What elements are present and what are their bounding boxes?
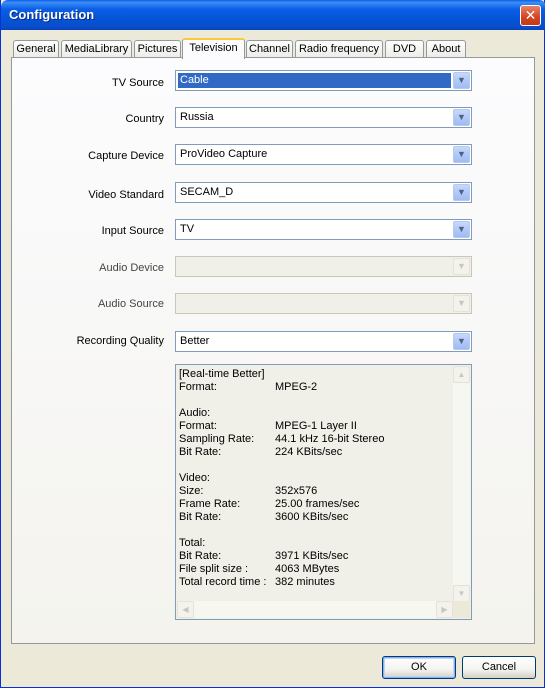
title-bar[interactable] <box>1 0 545 30</box>
audio-device-value <box>178 259 182 274</box>
info-key: Total record time : <box>179 576 267 588</box>
video-standard-label: Video Standard <box>88 189 164 201</box>
quality-info-textarea[interactable] <box>175 364 472 620</box>
info-value: 382 minutes <box>275 576 335 588</box>
video-standard-select[interactable] <box>175 182 472 203</box>
info-key: Frame Rate: <box>179 498 241 510</box>
tab-dvd[interactable]: DVD <box>385 40 424 58</box>
scroll-down-icon[interactable]: ▼ <box>453 585 470 602</box>
capture-device-value: ProVideo Capture <box>180 148 268 160</box>
window-title: Configuration <box>9 7 95 22</box>
chevron-down-icon[interactable]: ▼ <box>453 72 470 89</box>
info-key: Format: <box>179 420 217 432</box>
tab-television[interactable]: Television <box>182 38 245 59</box>
scroll-right-icon[interactable]: ▶ <box>436 601 453 618</box>
scrollbar-corner <box>453 601 470 618</box>
info-section-total: Total: <box>179 537 206 549</box>
chevron-down-icon[interactable]: ▼ <box>453 109 470 126</box>
chevron-down-icon[interactable]: ▼ <box>453 221 470 238</box>
recording-quality-select[interactable] <box>175 331 472 352</box>
info-value: MPEG-1 Layer II <box>275 420 357 432</box>
info-value: 44.1 kHz 16-bit Stereo <box>275 433 385 445</box>
info-header: [Real-time Better] <box>179 368 265 380</box>
chevron-down-icon: ▼ <box>453 295 470 312</box>
info-value: 224 KBits/sec <box>275 446 343 458</box>
info-key: Sampling Rate: <box>179 433 255 445</box>
tab-medialibrary[interactable]: MediaLibrary <box>61 40 132 58</box>
chevron-down-icon: ▼ <box>453 258 470 275</box>
info-value: 25.00 frames/sec <box>275 498 360 510</box>
info-key: File split size : <box>179 563 249 575</box>
tab-about[interactable]: About <box>426 40 466 58</box>
info-key: Bit Rate: <box>179 550 222 562</box>
tab-pictures[interactable]: Pictures <box>134 40 181 58</box>
country-select[interactable] <box>175 107 472 128</box>
info-value: 4063 MBytes <box>275 563 340 575</box>
quality-info-text <box>179 368 453 600</box>
tv-source-select[interactable] <box>175 70 472 91</box>
tab-channel[interactable]: Channel <box>246 40 293 58</box>
recording-quality-value: Better <box>180 335 210 347</box>
close-button[interactable] <box>520 5 541 26</box>
info-key: Format: <box>179 381 217 393</box>
info-key: Bit Rate: <box>179 446 222 458</box>
country-value: Russia <box>180 111 214 123</box>
tv-source-label: TV Source <box>112 77 164 89</box>
scroll-left-icon[interactable]: ◀ <box>177 601 194 618</box>
audio-source-label: Audio Source <box>97 298 164 310</box>
tab-radio-frequency[interactable]: Radio frequency <box>295 40 383 58</box>
info-section-audio: Audio: <box>179 407 211 419</box>
audio-device-select <box>175 256 472 277</box>
tab-general[interactable]: General <box>13 40 59 58</box>
audio-source-select <box>175 293 472 314</box>
cancel-button[interactable]: Cancel <box>462 656 536 679</box>
chevron-down-icon[interactable]: ▼ <box>453 146 470 163</box>
info-value: 3600 KBits/sec <box>275 511 349 523</box>
scroll-up-icon[interactable]: ▲ <box>453 366 470 383</box>
input-source-select[interactable] <box>175 219 472 240</box>
info-section-video: Video: <box>179 472 210 484</box>
close-icon: ✕ <box>524 7 537 23</box>
country-label: Country <box>125 113 164 125</box>
tv-source-value: Cable <box>178 73 451 88</box>
capture-device-select[interactable] <box>175 144 472 165</box>
info-key: Size: <box>179 485 204 497</box>
info-key: Bit Rate: <box>179 511 222 523</box>
input-source-value: TV <box>180 223 195 235</box>
info-value: 352x576 <box>275 485 318 497</box>
audio-device-label: Audio Device <box>99 262 164 274</box>
audio-source-value <box>178 296 182 311</box>
info-value: 3971 KBits/sec <box>275 550 349 562</box>
capture-device-label: Capture Device <box>88 150 164 162</box>
chevron-down-icon[interactable]: ▼ <box>453 333 470 350</box>
vertical-scrollbar[interactable] <box>453 366 470 602</box>
ok-button[interactable]: OK <box>382 656 456 679</box>
info-value: MPEG-2 <box>275 381 318 393</box>
chevron-down-icon[interactable]: ▼ <box>453 184 470 201</box>
video-standard-value: SECAM_D <box>180 186 234 198</box>
input-source-label: Input Source <box>101 225 164 237</box>
horizontal-scrollbar[interactable] <box>177 601 453 618</box>
recording-quality-label: Recording Quality <box>76 335 164 347</box>
